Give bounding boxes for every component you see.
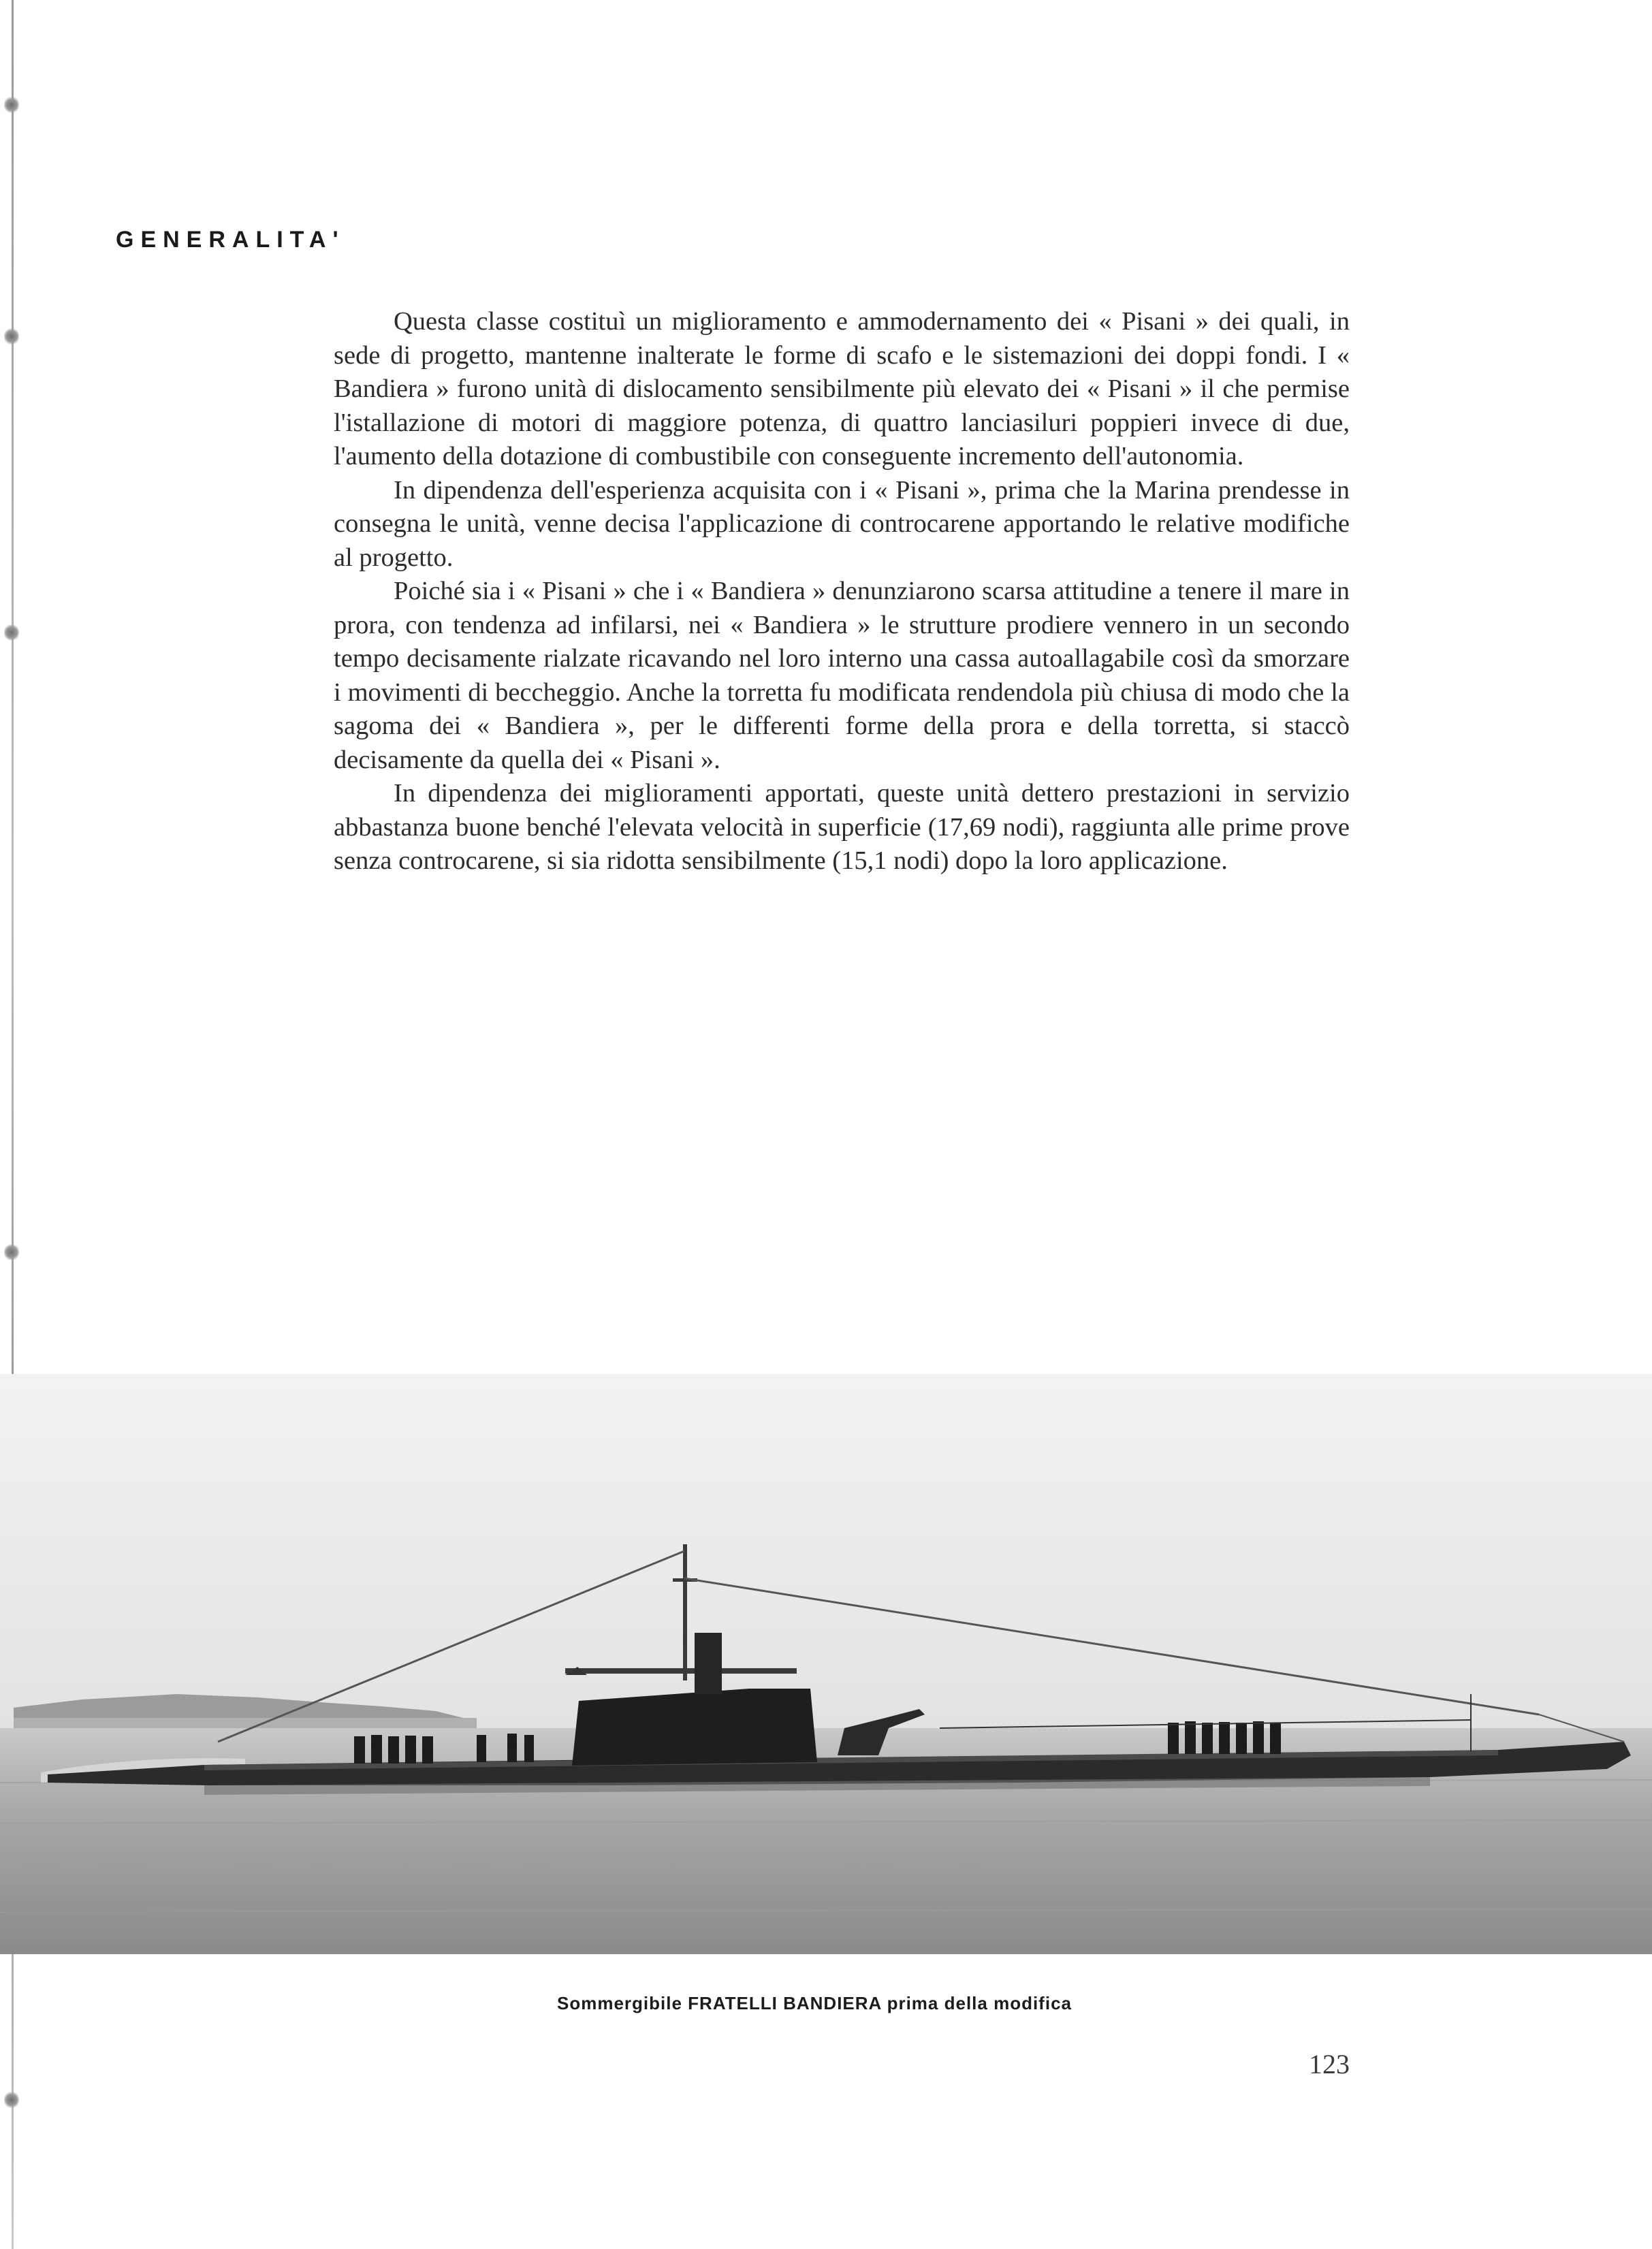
body-text <box>334 305 1350 878</box>
paragraph: In dipendenza dei miglioramenti apportati, queste unità dettero prestazioni in servizio abbastanza buone benché l'elevata velocità in superficie (17,69 nodi), raggiunta alle prime prove senza controcarene, si sia ridotta sensibilmente (15,1 nodi) dopo la loro applicazione. <box>334 779 1350 875</box>
binding-hole <box>4 2090 19 2109</box>
photo-caption: Sommergibile FRATELLI BANDIERA prima della modifica <box>557 1993 1072 2013</box>
binding-hole <box>4 95 19 114</box>
paragraph: In dipendenza dell'esperienza acquisita con i « Pisani », prima che la Marina prendesse in consegna le unità, venne decisa l'applicazione di controcarene apportando le relative modifiche al progetto. <box>334 475 1350 572</box>
section-heading: GENERALITA' <box>116 227 345 253</box>
paragraph: Poiché sia i « Pisani » che i « Bandiera » denunziarono scarsa attitudine a tenere il mare in prora, con tendenza ad infilarsi, nei « Bandiera » le strutture prodiere vennero in un secondo tempo decisamente rialzate ricavando nel loro interno una cassa autoallagabile così da smorzare i movimenti di beccheggio. Anche la torretta fu modificata rendendola più chiusa di modo che la sagoma dei « Bandiera », per le differenti forme della prora e della torretta, si staccò decisamente da quella dei « Pisani ». <box>334 577 1350 774</box>
submarine-photo <box>0 1374 1652 1954</box>
binding-hole <box>4 1243 19 1262</box>
binding-hole <box>4 327 19 346</box>
binding-hole <box>4 623 19 642</box>
page-number: 123 <box>1309 2049 1350 2079</box>
paragraph: Questa classe costituì un miglioramento e ammodernamento dei « Pisani » dei quali, in sede di progetto, mantenne inalterate le forme di scafo e le sistemazioni dei doppi fondi. I « Bandiera » furono unità di dislocamento sensibilmente più elevato dei « Pisani » il che permise l'istallazione di motori di maggiore potenza, di quattro lanciasiluri poppieri invece di due, l'aumento della dotazione di combustibile con conseguente incremento dell'autonomia. <box>334 307 1350 470</box>
